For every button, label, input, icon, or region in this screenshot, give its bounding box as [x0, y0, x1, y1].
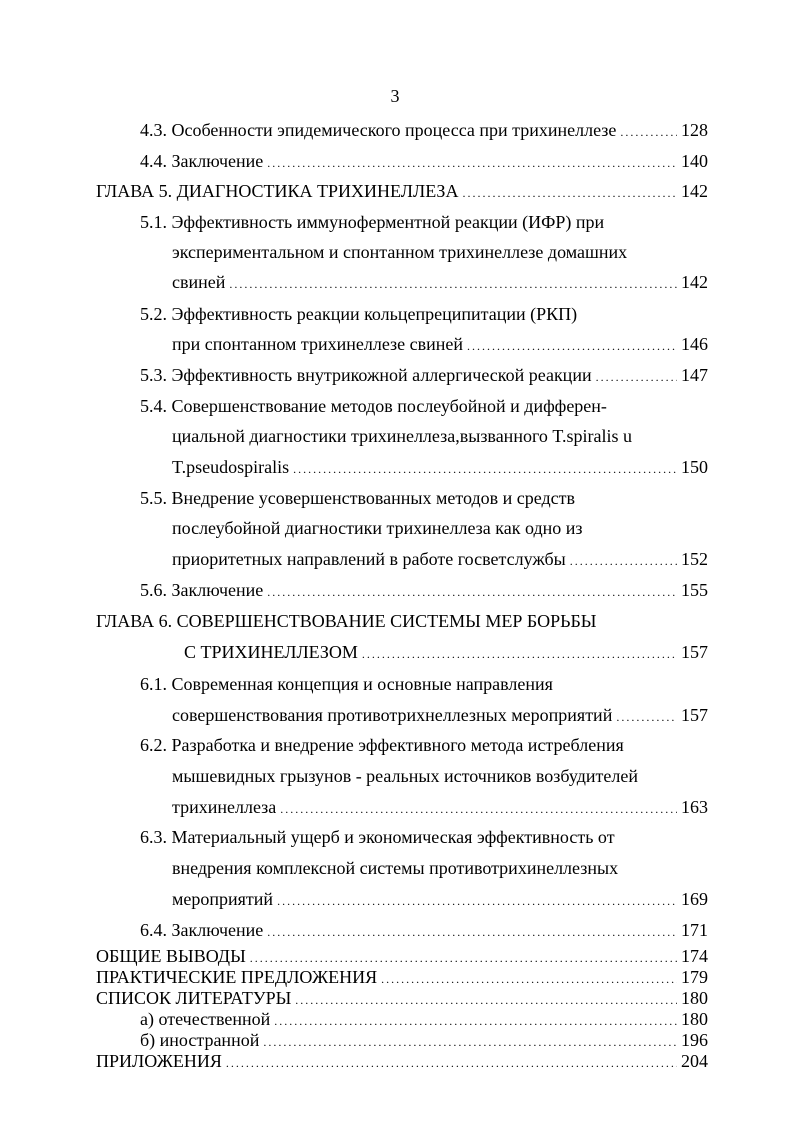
toc-entry-title: приоритетных направлений в работе госветслужбы — [172, 549, 566, 569]
toc-entry-title: ПРАКТИЧЕСКИЕ ПРЕДЛОЖЕНИЯ — [96, 967, 378, 987]
toc-references-foreign — [140, 1030, 708, 1052]
toc-page-number: 146 — [681, 334, 708, 354]
toc-entry-5-4-line3 — [172, 455, 708, 481]
toc-entry-5-5-line3 — [172, 547, 708, 573]
toc-chapter-6-line2 — [184, 640, 708, 666]
toc-leader-dots — [274, 1009, 677, 1031]
toc-page-number: 152 — [681, 549, 708, 569]
toc-entry-title: 4.4. Заключение — [140, 151, 264, 171]
toc-entry-6-1-line2 — [172, 703, 708, 729]
toc-page-number: 157 — [681, 642, 708, 662]
toc-conclusions — [96, 946, 708, 968]
toc-chapter-title: ГЛАВА 5. ДИАГНОСТИКА ТРИХИНЕЛЛЕЗА — [96, 181, 459, 201]
toc-entry-5-4-line1: 5.4. Совершенствование методов послеубойной и дифферен- — [140, 396, 607, 416]
toc-references — [96, 988, 708, 1010]
toc-appendices — [96, 1051, 708, 1073]
toc-page-number: 147 — [681, 365, 708, 385]
toc-entry-5-3 — [140, 363, 708, 389]
toc-entry-title: ОБЩИЕ ВЫВОДЫ — [96, 946, 246, 966]
toc-page-number: 157 — [681, 705, 708, 725]
toc-leader-dots — [267, 149, 677, 175]
toc-page-number: 150 — [681, 457, 708, 477]
toc-leader-dots — [596, 363, 677, 389]
toc-entry-5-6 — [140, 578, 708, 604]
toc-leader-dots — [267, 578, 677, 604]
toc-entry-6-3-line3 — [172, 887, 708, 913]
toc-entry-6-3-line1: 6.3. Материальный ущерб и экономическая эффективность от — [140, 827, 615, 847]
toc-page-number: 169 — [681, 889, 708, 909]
toc-leader-dots — [263, 1030, 677, 1052]
toc-page-number: 142 — [681, 181, 708, 201]
toc-page-number: 171 — [681, 920, 708, 940]
toc-entry-title: трихинеллеза — [172, 797, 277, 817]
toc-entry-title: совершенствования противотрихнеллезных мероприятий — [172, 705, 613, 725]
toc-entry-5-1-line3 — [172, 270, 708, 296]
toc-entry-4-4 — [140, 149, 708, 175]
toc-leader-dots — [381, 967, 677, 989]
toc-leader-dots — [226, 1051, 677, 1073]
toc-chapter-6-line1: ГЛАВА 6. СОВЕРШЕНСТВОВАНИЕ СИСТЕМЫ МЕР БОРЬБЫ — [96, 611, 597, 631]
toc-leader-dots — [250, 946, 677, 968]
toc-page-number: 180 — [681, 1009, 708, 1029]
toc-entry-5-5-line2: послеубойной диагностики трихинеллеза как одно из — [172, 518, 583, 538]
toc-page-number: 155 — [681, 580, 708, 600]
toc-page-number: 204 — [681, 1051, 708, 1071]
toc-entry-5-1-line1: 5.1. Эффективность иммуноферментной реакции (ИФР) при — [140, 212, 605, 232]
toc-entry-6-2-line1: 6.2. Разработка и внедрение эффективного метода истребления — [140, 735, 624, 755]
toc-entry-title: б) иностранной — [140, 1030, 260, 1050]
toc-chapter-title: С ТРИХИНЕЛЛЕЗОМ — [184, 642, 358, 662]
toc-leader-dots — [462, 179, 677, 205]
toc-leader-dots — [362, 640, 677, 666]
toc-chapter-5 — [96, 179, 708, 205]
toc-leader-dots — [293, 455, 677, 481]
toc-entry-4-3 — [140, 118, 708, 144]
toc-page-number: 179 — [681, 967, 708, 987]
toc-leader-dots — [229, 270, 677, 296]
toc-entry-6-4 — [140, 918, 708, 944]
toc-entry-5-2-line1: 5.2. Эффективность реакции кольцепреципитации (РКП) — [140, 304, 578, 324]
toc-entry-title: СПИСОК ЛИТЕРАТУРЫ — [96, 988, 292, 1008]
toc-references-domestic — [140, 1009, 708, 1031]
toc-page-number: 128 — [681, 120, 708, 140]
toc-entry-6-1-line1: 6.1. Современная концепция и основные направления — [140, 674, 553, 694]
toc-page-number: 140 — [681, 151, 708, 171]
toc-page-number: 196 — [681, 1030, 708, 1050]
toc-leader-dots — [616, 703, 677, 729]
toc-entry-title: свиней — [172, 272, 226, 292]
toc-entry-title: 4.3. Особенности эпидемического процесса при трихинеллезе — [140, 120, 617, 140]
toc-entry-5-5-line1: 5.5. Внедрение усовершенствованных методов и средств — [140, 488, 576, 508]
toc-entry-6-2-line3 — [172, 795, 708, 821]
toc-page-number: 142 — [681, 272, 708, 292]
toc-entry-title: мероприятий — [172, 889, 274, 909]
page-number: 3 — [390, 86, 400, 106]
toc-page-number: 180 — [681, 988, 708, 1008]
toc-leader-dots — [467, 332, 677, 358]
toc-entry-title: T.pseudospiralis — [172, 457, 290, 477]
toc-entry-6-2-line2: мышевидных грызунов - реальных источников возбудителей — [172, 766, 638, 786]
toc-entry-6-3-line2: внедрения комплексной системы противотрихинеллезных — [172, 858, 619, 878]
toc-leader-dots — [570, 547, 677, 573]
toc-entry-title: ПРИЛОЖЕНИЯ — [96, 1051, 222, 1071]
toc-leader-dots — [295, 988, 677, 1010]
toc-leader-dots — [277, 887, 677, 913]
toc-practical — [96, 967, 708, 989]
toc-leader-dots — [280, 795, 677, 821]
toc-entry-5-2-line2 — [172, 332, 708, 358]
toc-entry-title: 5.6. Заключение — [140, 580, 264, 600]
toc-entry-5-4-line2: циальной диагностики трихинеллеза,вызванного T.spiralis u — [172, 426, 633, 446]
toc-entry-title: при спонтанном трихинеллезе свиней — [172, 334, 464, 354]
toc-entry-title: 5.3. Эффективность внутрикожной аллергической реакции — [140, 365, 592, 385]
toc-page-number: 163 — [681, 797, 708, 817]
toc-leader-dots — [267, 918, 677, 944]
toc-entry-title: а) отечественной — [140, 1009, 271, 1029]
toc-entry-title: 6.4. Заключение — [140, 920, 264, 940]
toc-page-number: 174 — [681, 946, 708, 966]
toc-leader-dots — [620, 118, 677, 144]
toc-entry-5-1-line2: экспериментальном и спонтанном трихинеллезе домашних — [172, 242, 628, 262]
